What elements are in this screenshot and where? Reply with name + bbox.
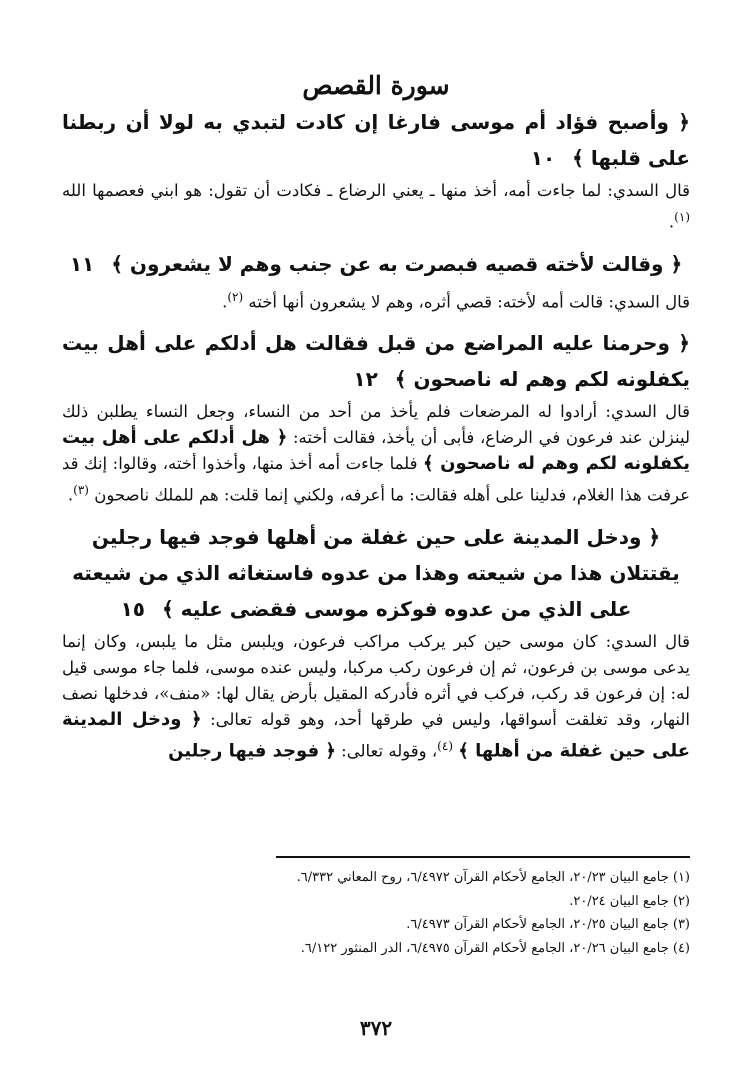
page-body (62, 66, 691, 1040)
verse-text: ﴿ وأصبح فؤاد أم موسى فارغا إن كادت لتبدي به لولا أن ربطنا على قلبها ﴾ (62, 110, 690, 170)
commentary-text: قال السدي: أرادوا له المرضعات فلم يأخذ من أحد من النساء، وجعل النساء يطلبن ذلك لينزلن عند فرعون في الرضاع، فأبى أن يأخذ، فقالت أخته: (62, 402, 690, 447)
footnote-ref: (٣) (73, 483, 89, 497)
quoted-verse: ﴿ ودخل المدينة على حين غفلة من أهلها ﴾ (62, 708, 690, 761)
page-number: ٣٧٢ (359, 1016, 393, 1040)
footnote-ref: (١) (674, 210, 690, 224)
footnote-2: (٢) جامع البيان ٢٠/٢٤. (569, 893, 690, 909)
verse-text: ﴿ وحرمنا عليه المراضع من قبل فقالت هل أدلكم على أهل بيت يكفلونه لكم وهم له ناصحون ﴾ (62, 331, 690, 391)
verse-number: ١١ (69, 251, 95, 276)
footnotes (62, 866, 690, 960)
footnote-4: (٤) جامع البيان ٢٠/٢٦، الجامع لأحكام القرآن ٦/٤٩٧٥، الدر المنثور ٦/١٢٢. (300, 940, 690, 956)
verse-15 (62, 519, 690, 627)
quoted-verse: ﴿ هل أدلكم على أهل بيت يكفلونه لكم وهم له ناصحون ﴾ (62, 427, 691, 474)
verse-number: ١٥ (120, 596, 145, 621)
verse-text: ﴿ ودخل المدينة على حين غفلة من أهلها فوجد فيها رجلين يقتتلان هذا من شيعته وهذا من عدوه فاستغاثه الذي من شيعته على الذي من عدوه فوكزه موسى فقضى عليه ﴾ (72, 524, 680, 621)
verse-number: ١٠ (530, 146, 556, 170)
commentary-text: ، وقوله تعالى: (335, 741, 438, 760)
commentary-10 (62, 178, 690, 236)
commentary-text: . (668, 212, 675, 232)
verse-11 (62, 246, 690, 282)
footnote-divider (276, 856, 690, 858)
commentary-text: . (67, 485, 74, 505)
quoted-verse: ﴿ فوجد فيها رجلين (168, 740, 336, 761)
footnote-1: (١) جامع البيان ٢٠/٢٣، الجامع لأحكام القرآن ٦/٤٩٧٢، روح المعاني ٦/٣٣٢. (296, 870, 690, 885)
commentary-text: . (222, 292, 228, 311)
commentary-text: قال السدي: كان موسى حين كبر يركب مراكب فرعون، ويلبس مثل ما يلبس، وكان إنما يدعى موسى بن فرعون، ثم إن فرعون ركب مركبا، وليس عنده موسى، فلما جاء موسى قيل له: إن فرعون قد ركب، فركب في أثره فأدركه المقيل بأرض يقال لها: «منف»، فدخلها نصف النهار، وقد تغلقت أسواقها، وليس في طرقها أحد، وهو قوله تعالى: (62, 631, 690, 729)
verse-10 (62, 104, 690, 176)
verse-12 (62, 325, 690, 397)
commentary-text: قال السدي: لما جاءت أمه، أخذ منها ـ يعني الرضاع ـ فكادت أن تقول: هو ابني فعصمها الله (62, 181, 690, 200)
commentary-11 (62, 284, 690, 316)
commentary-15 (62, 629, 690, 765)
commentary-text: قال السدي: قالت أمه لأخته: قصي أثره، وهم لا يشعرون أنها أخته (243, 292, 690, 311)
footnote-3: (٣) جامع البيان ٢٠/٢٥، الجامع لأحكام القرآن ٦/٤٩٧٣. (406, 917, 690, 932)
footnote-ref: (٢) (227, 289, 244, 304)
commentary-12 (62, 399, 690, 509)
surah-title: سورة القصص (302, 71, 450, 100)
footnote-ref: (٤) (437, 738, 453, 753)
verse-number: ١٢ (353, 367, 378, 391)
commentary-text: فلما جاءت أمه أخذ منها، وأخذوا أخته، وقالوا: إنك قد عرفت هذا الغلام، فدلينا على أهله فقالت: ما أعرفه، ولكني إنما قلت: هم للملك ناصحون (62, 454, 690, 505)
verse-text: ﴿ وقالت لأخته قصيه فبصرت به عن جنب وهم لا يشعرون ﴾ (111, 251, 683, 276)
